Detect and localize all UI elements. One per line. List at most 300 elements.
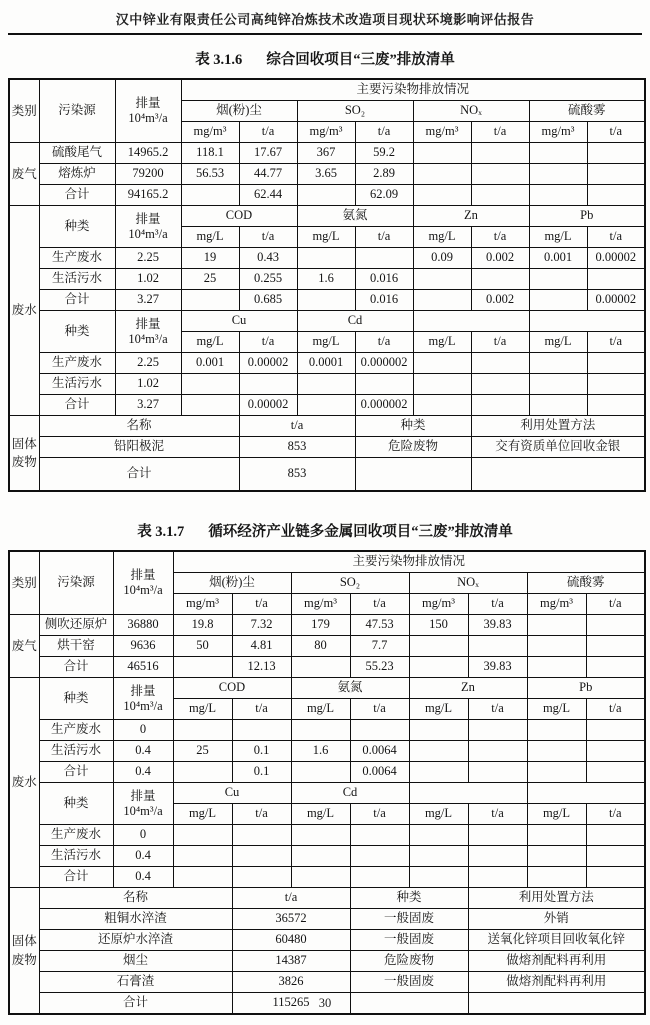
value-cell: 0.0001 (297, 353, 355, 374)
col-header (529, 311, 645, 332)
value-cell (232, 846, 291, 867)
category-label: 固体废物 (9, 888, 39, 1015)
value-cell: 0.685 (239, 290, 297, 311)
value-cell (471, 164, 529, 185)
col-header: 烟(粉)尘 (181, 101, 297, 122)
value-cell (471, 353, 529, 374)
discharge-label: 排量 (130, 568, 156, 582)
col-header: Zn (413, 206, 529, 227)
col-header: 硫酸雾 (527, 573, 645, 594)
value-cell: 0 (113, 825, 173, 846)
value-cell (468, 846, 527, 867)
table-row (9, 783, 645, 804)
value-cell (471, 185, 529, 206)
unit-header: mg/L (181, 227, 239, 248)
value-cell (413, 185, 471, 206)
col-header: COD (173, 678, 291, 699)
value-cell (297, 290, 355, 311)
col-header: 种类 (39, 783, 113, 825)
value-cell (291, 867, 350, 888)
table-row (9, 374, 645, 395)
table-row (9, 353, 645, 374)
value-cell (587, 164, 645, 185)
col-header: 主要污染物排放情况 (173, 551, 645, 573)
col-header: 烟(粉)尘 (173, 573, 291, 594)
unit-header: mg/L (291, 804, 350, 825)
unit-header: mg/m³ (173, 594, 232, 615)
row-header: 生产废水 (39, 248, 115, 269)
table-row (9, 551, 645, 573)
row-header: 合计 (39, 458, 239, 492)
value-cell (586, 867, 645, 888)
value-cell (350, 720, 409, 741)
value-cell (409, 762, 468, 783)
unit-header: mg/L (181, 332, 239, 353)
unit-header: t/a (587, 227, 645, 248)
value-cell (413, 353, 471, 374)
discharge-unit: 10⁴m³/a (123, 803, 163, 818)
row-header: 合计 (39, 657, 113, 678)
col-header: Cd (297, 311, 413, 332)
col-header (409, 783, 527, 804)
value-cell: 3.27 (115, 395, 181, 416)
value-cell (291, 720, 350, 741)
value-cell (413, 395, 471, 416)
col-header: t/a (232, 888, 350, 909)
value-cell (181, 374, 239, 395)
value-cell: 0 (113, 720, 173, 741)
col-header: 硫酸雾 (529, 101, 645, 122)
unit-header: t/a (350, 804, 409, 825)
table-row (9, 143, 645, 164)
row-header: 合计 (39, 993, 232, 1015)
col-header (115, 311, 181, 353)
value-cell (181, 395, 239, 416)
col-header (527, 783, 645, 804)
table2-number: 表 3.1.7 (137, 524, 185, 540)
table-row (9, 867, 645, 888)
value-cell (409, 867, 468, 888)
value-cell (291, 762, 350, 783)
value-cell (527, 741, 586, 762)
value-cell (527, 636, 586, 657)
value-cell (181, 290, 239, 311)
table-row (9, 311, 645, 332)
category-label: 固体废物 (9, 416, 39, 492)
col-header: Cu (173, 783, 291, 804)
value-cell (409, 720, 468, 741)
value-cell (291, 846, 350, 867)
table-row (9, 678, 645, 699)
value-cell: 0.43 (239, 248, 297, 269)
value-cell (468, 636, 527, 657)
table-row (9, 657, 645, 678)
value-cell: 0.000002 (355, 353, 413, 374)
unit-header: t/a (350, 594, 409, 615)
category-header: 类别 (9, 79, 39, 143)
value-cell (587, 374, 645, 395)
value-cell (173, 846, 232, 867)
col-header: NOₓ (413, 101, 529, 122)
value-cell: 80 (291, 636, 350, 657)
unit-header: t/a (471, 122, 529, 143)
value-cell: 4.81 (232, 636, 291, 657)
value-cell (173, 825, 232, 846)
value-cell: 2.25 (115, 248, 181, 269)
table-row (9, 909, 645, 930)
value-cell: 115265 (232, 993, 350, 1015)
value-cell: 0.0064 (350, 762, 409, 783)
value-cell: 60480 (232, 930, 350, 951)
unit-header: t/a (232, 594, 291, 615)
value-cell (173, 720, 232, 741)
col-header: NOₓ (409, 573, 527, 594)
unit-header: t/a (586, 699, 645, 720)
value-cell (471, 395, 529, 416)
col-header (113, 551, 173, 615)
value-cell (468, 762, 527, 783)
table-row (9, 972, 645, 993)
discharge-label: 排量 (130, 683, 156, 698)
value-cell: 2.89 (355, 164, 413, 185)
category-label: 废气 (9, 615, 39, 678)
table1-title (8, 48, 642, 69)
col-header: Pb (529, 206, 645, 227)
discharge-unit: 10⁴m³/a (128, 331, 168, 346)
unit-header: t/a (355, 227, 413, 248)
value-cell: 19.8 (173, 615, 232, 636)
value-cell (409, 825, 468, 846)
value-cell (529, 395, 587, 416)
value-cell (587, 143, 645, 164)
value-cell: 0.0064 (350, 741, 409, 762)
value-cell: 0.00002 (587, 290, 645, 311)
discharge-label: 排量 (135, 211, 161, 226)
unit-header: t/a (239, 122, 297, 143)
discharge-unit: 10⁴m³/a (128, 111, 168, 125)
row-header: 生产废水 (39, 353, 115, 374)
value-cell: 9636 (113, 636, 173, 657)
value-cell: 25 (173, 741, 232, 762)
table-row (9, 615, 645, 636)
value-cell: 0.1 (232, 741, 291, 762)
unit-header: t/a (468, 804, 527, 825)
value-cell: 14965.2 (115, 143, 181, 164)
col-header (113, 678, 173, 720)
page-number: 30 (318, 996, 332, 1010)
discharge-label: 排量 (130, 788, 156, 803)
row-header: 生活污水 (39, 374, 115, 395)
unit-header: mg/L (291, 699, 350, 720)
value-cell (471, 374, 529, 395)
document-header-title: 汉中锌业有限责任公司高纯锌冶炼技术改造项目现状环境影响评估报告 (115, 12, 535, 27)
unit-header: mg/L (297, 227, 355, 248)
row-header: 熔炼炉 (39, 164, 115, 185)
value-cell (527, 846, 586, 867)
value-cell (239, 374, 297, 395)
unit-header: t/a (586, 594, 645, 615)
category-label: 废气 (9, 143, 39, 206)
value-cell (291, 825, 350, 846)
col-header: Zn (409, 678, 527, 699)
unit-header: mg/L (409, 804, 468, 825)
value-cell: 39.83 (468, 615, 527, 636)
emission-table-2 (8, 550, 646, 1015)
unit-header: mg/L (297, 332, 355, 353)
value-cell (471, 458, 645, 492)
table-row (9, 395, 645, 416)
value-cell: 0.09 (413, 248, 471, 269)
value-cell: 0.4 (113, 741, 173, 762)
col-header (413, 311, 529, 332)
table-row (9, 762, 645, 783)
category-header: 类别 (9, 551, 39, 615)
unit-header: mg/m³ (409, 594, 468, 615)
value-cell: 46516 (113, 657, 173, 678)
value-cell (527, 657, 586, 678)
value-cell: 1.02 (115, 269, 181, 290)
value-cell (297, 185, 355, 206)
value-cell: 17.67 (239, 143, 297, 164)
row-header: 生活污水 (39, 269, 115, 290)
row-header: 合计 (39, 395, 115, 416)
value-cell (529, 353, 587, 374)
value-cell: 367 (297, 143, 355, 164)
value-cell: 0.4 (113, 846, 173, 867)
table-row (9, 825, 645, 846)
col-header: 种类 (39, 678, 113, 720)
value-cell: 12.13 (232, 657, 291, 678)
value-cell: 62.09 (355, 185, 413, 206)
value-cell: 0.00002 (587, 248, 645, 269)
value-cell: 36880 (113, 615, 173, 636)
value-cell (586, 615, 645, 636)
value-cell (413, 374, 471, 395)
unit-header: t/a (587, 122, 645, 143)
value-cell: 19 (181, 248, 239, 269)
value-cell: 59.2 (355, 143, 413, 164)
row-header: 烘干窑 (39, 636, 113, 657)
col-header: Cd (291, 783, 409, 804)
value-cell (173, 762, 232, 783)
unit-header: t/a (232, 699, 291, 720)
discharge-unit: 10⁴m³/a (128, 226, 168, 241)
unit-header: t/a (350, 699, 409, 720)
value-cell: 853 (239, 458, 355, 492)
table-row (9, 458, 645, 492)
value-cell: 0.016 (355, 290, 413, 311)
table-row (9, 930, 645, 951)
value-cell: 做熔剂配料再利用 (468, 972, 645, 993)
value-cell (529, 143, 587, 164)
value-cell (232, 825, 291, 846)
value-cell: 一般固废 (350, 909, 468, 930)
value-cell: 39.83 (468, 657, 527, 678)
value-cell: 0.002 (471, 248, 529, 269)
value-cell (350, 867, 409, 888)
value-cell: 0.00002 (239, 395, 297, 416)
value-cell: 55.23 (350, 657, 409, 678)
table-row (9, 269, 645, 290)
unit-header: mg/L (173, 804, 232, 825)
unit-header: t/a (239, 332, 297, 353)
unit-header: t/a (355, 332, 413, 353)
value-cell: 853 (239, 437, 355, 458)
value-cell: 118.1 (181, 143, 239, 164)
value-cell: 外销 (468, 909, 645, 930)
table-row (9, 206, 645, 227)
value-cell (409, 657, 468, 678)
unit-header: t/a (232, 804, 291, 825)
value-cell: 0.4 (113, 867, 173, 888)
value-cell (587, 185, 645, 206)
row-header: 合计 (39, 867, 113, 888)
value-cell: 0.4 (113, 762, 173, 783)
value-cell: 0.016 (355, 269, 413, 290)
value-cell (468, 930, 645, 951)
value-cell: 150 (409, 615, 468, 636)
unit-header: mg/m³ (181, 122, 239, 143)
table-row (9, 720, 645, 741)
row-header: 生活污水 (39, 846, 113, 867)
value-cell (409, 846, 468, 867)
unit-header: t/a (471, 332, 529, 353)
value-cell (529, 185, 587, 206)
category-label: 废水 (9, 678, 39, 888)
value-cell (409, 636, 468, 657)
value-cell: 3.27 (115, 290, 181, 311)
value-cell (173, 657, 232, 678)
col-header: Pb (527, 678, 645, 699)
row-header: 合计 (39, 762, 113, 783)
value-cell (297, 374, 355, 395)
col-header: 氨氮 (297, 206, 413, 227)
value-cell (587, 269, 645, 290)
discharge-label: 排量 (135, 316, 161, 331)
unit-header: t/a (239, 227, 297, 248)
value-cell (350, 825, 409, 846)
value-cell (297, 248, 355, 269)
value-cell: 44.77 (239, 164, 297, 185)
col-header: 名称 (39, 888, 232, 909)
value-cell: 7.32 (232, 615, 291, 636)
value-cell: 0.001 (529, 248, 587, 269)
unit-header: mg/L (527, 699, 586, 720)
value-cell (527, 615, 586, 636)
value-cell (527, 867, 586, 888)
table-row (9, 416, 645, 437)
value-cell (468, 720, 527, 741)
col-header: 污染源 (39, 551, 113, 615)
value-cell (586, 720, 645, 741)
value-cell: 25 (181, 269, 239, 290)
col-header: 氨氮 (291, 678, 409, 699)
value-cell: 47.53 (350, 615, 409, 636)
unit-header: mg/L (409, 699, 468, 720)
value-cell (413, 143, 471, 164)
emission-table-1 (8, 78, 646, 492)
value-cell: 79200 (115, 164, 181, 185)
value-cell: 0.255 (239, 269, 297, 290)
value-cell: 3826 (232, 972, 350, 993)
value-cell (529, 164, 587, 185)
unit-header: t/a (586, 804, 645, 825)
col-header: 种类 (350, 888, 468, 909)
table-row (9, 888, 645, 909)
value-cell: 14387 (232, 951, 350, 972)
unit-header: t/a (471, 227, 529, 248)
col-header: 污染源 (39, 79, 115, 143)
table-row (9, 437, 645, 458)
col-header: SO₂ (291, 573, 409, 594)
value-cell: 3.65 (297, 164, 355, 185)
table-row (9, 164, 645, 185)
value-cell (355, 374, 413, 395)
value-cell: 36572 (232, 909, 350, 930)
value-cell (232, 867, 291, 888)
value-cell (529, 269, 587, 290)
unit-header: mg/L (173, 699, 232, 720)
document-header (8, 6, 642, 35)
unit-header: mg/m³ (291, 594, 350, 615)
discharge-label: 排量 (135, 96, 161, 110)
value-cell: 1.02 (115, 374, 181, 395)
value-cell (529, 290, 587, 311)
value-cell: 1.6 (291, 741, 350, 762)
row-header: 侧吹还原炉 (39, 615, 113, 636)
value-cell: 0.001 (181, 353, 239, 374)
col-header: 种类 (355, 416, 471, 437)
table-row (9, 290, 645, 311)
col-header: SO₂ (297, 101, 413, 122)
value-cell: 做熔剂配料再利用 (468, 951, 645, 972)
row-header: 石膏渣 (39, 972, 232, 993)
value-cell: 50 (173, 636, 232, 657)
value-cell (413, 164, 471, 185)
table-row (9, 248, 645, 269)
col-header (115, 79, 181, 143)
value-cell: 0.00002 (239, 353, 297, 374)
value-cell (527, 720, 586, 741)
discharge-unit: 10⁴m³/a (123, 698, 163, 713)
value-cell (409, 741, 468, 762)
unit-header: mg/L (413, 332, 471, 353)
col-header: 利用处置方法 (468, 888, 645, 909)
unit-header: mg/m³ (297, 122, 355, 143)
value-cell (471, 269, 529, 290)
table2-title (8, 520, 642, 541)
value-cell (350, 846, 409, 867)
col-header: t/a (239, 416, 355, 437)
table-row (9, 741, 645, 762)
row-header: 烟尘 (39, 951, 232, 972)
table-row (9, 79, 645, 101)
unit-header: mg/L (529, 227, 587, 248)
value-cell: 危险废物 (355, 437, 471, 458)
value-cell (586, 825, 645, 846)
value-cell (355, 458, 471, 492)
col-header: 种类 (39, 206, 115, 248)
row-header: 合计 (39, 290, 115, 311)
unit-header: mg/m³ (413, 122, 471, 143)
value-cell (586, 636, 645, 657)
discharge-unit: 10⁴m³/a (123, 583, 163, 597)
table-row (9, 636, 645, 657)
value-cell (232, 720, 291, 741)
value-cell (413, 269, 471, 290)
value-cell (529, 374, 587, 395)
value-cell (181, 185, 239, 206)
